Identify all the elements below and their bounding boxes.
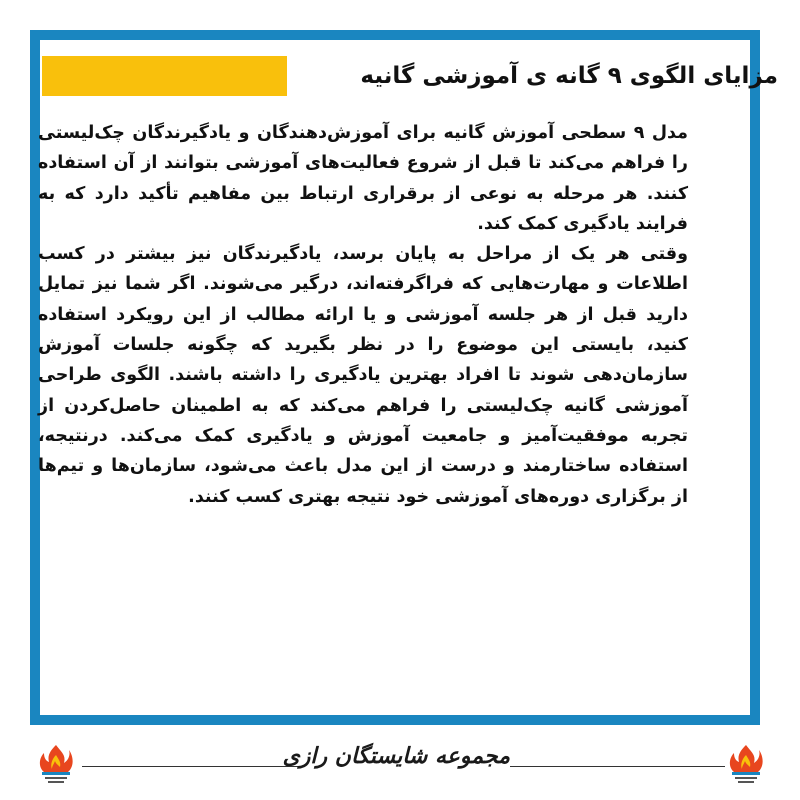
paragraph-2: وقتی هر یک از مراحل به پایان برسد، یادگیرندگان نیز بیشتر در کسب اطلاعات و مهارت‌هایی که فراگرفته‌اند، درگیر می‌شوند. اگر شما نیز تمایل دارید قبل از هر جلسه آموزشی و یا ارائه مطالب از این رویکرد استفاده کنید، بایستی این موضوع را در نظر بگیرید که چگونه جلسات آموزش سازمان‌دهی شوند تا افراد بهترین یادگیری را داشته باشند. الگوی طراحی آموزشی گانیه چک‌لیستی را فراهم می‌کند که به اطمینان حاصل‌کردن از تجربه موفقیت‌آمیز و جامعیت آموزش و یادگیری کمک می‌کند. درنتیجه، استفاده ساختارمند و درست از این مدل باعث می‌شود، سازمان‌ها و تیم‌ها از برگزاری دوره‌های آموزشی خود نتیجه بهتری کسب کنند.	[38, 244, 688, 507]
flame-logo-icon	[36, 741, 76, 787]
paragraph-1: مدل ۹ سطحی آموزش گانیه برای آموزش‌دهندگان و یادگیرندگان چک‌لیستی را فراهم می‌کند تا قبل از شروع فعالیت‌های آموزشی بتوانند از آن استفاده کنند. هر مرحله به نوعی از برقراری ارتباط بین مفاهیم تأکید دارد که به فرایند یادگیری کمک کند.	[38, 123, 688, 234]
title-accent-bar	[42, 56, 287, 96]
footer	[0, 735, 800, 795]
article-body	[38, 118, 688, 512]
footer-signature: مجموعه شایستگان رازی	[282, 743, 510, 769]
footer-divider-left	[82, 766, 300, 767]
page-title: مزایای الگوی ۹ گانه ی آموزشی گانیه	[360, 63, 778, 89]
footer-divider-right	[510, 766, 725, 767]
flame-logo-icon	[726, 741, 766, 787]
